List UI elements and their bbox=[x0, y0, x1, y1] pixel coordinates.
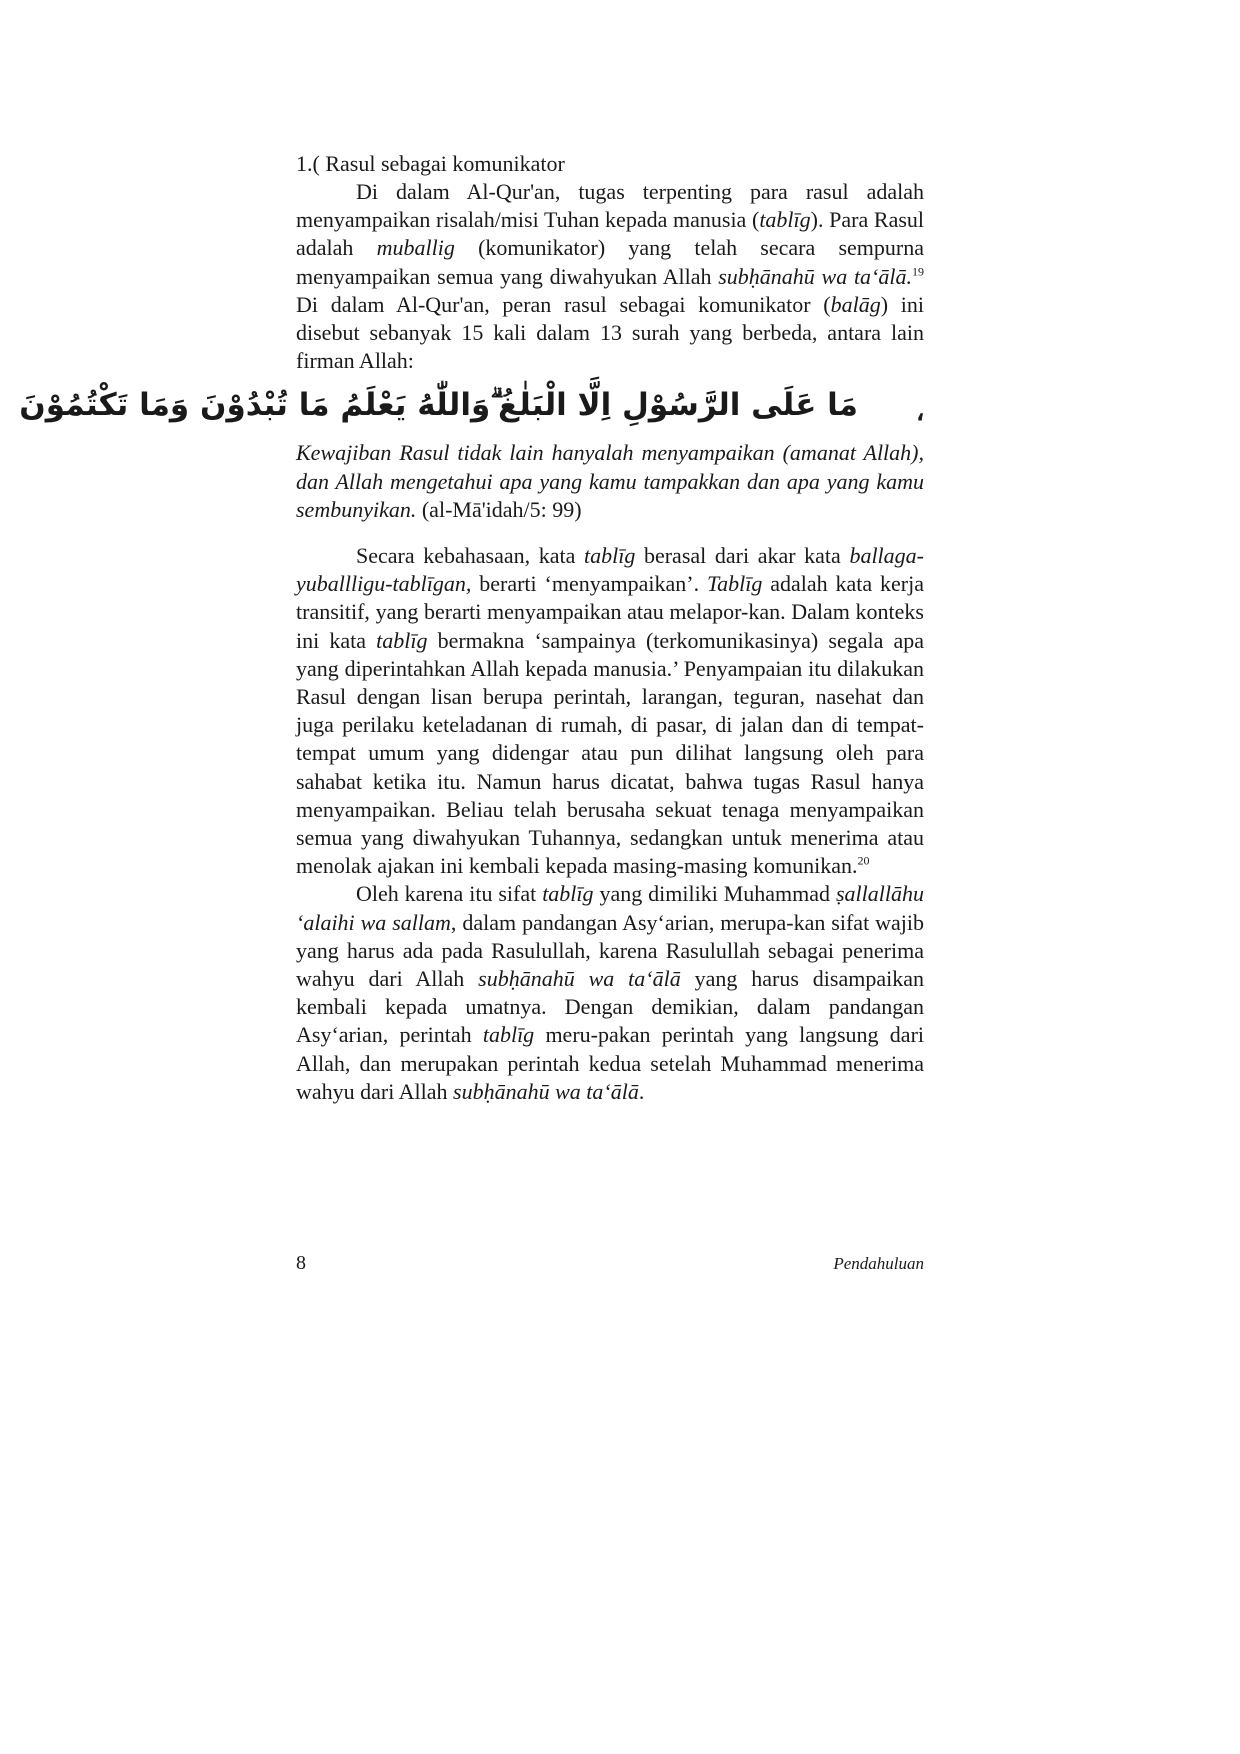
italic-term: tablīg bbox=[376, 627, 428, 653]
text-run: berarti ‘menyampaikan’. bbox=[471, 571, 707, 597]
paragraph-3 bbox=[296, 880, 924, 1106]
section-heading: 1.( Rasul sebagai komunikator bbox=[296, 151, 565, 176]
italic-term: subḥānahū wa ta‘ālā bbox=[478, 966, 681, 992]
text-run: meru-pakan perintah yang langsung dari Allah, dan merupakan perintah kedua setelah Muhammad menerima wahyu dari Allah bbox=[296, 1022, 925, 1104]
text-run: yang harus disampaikan kembali kepada umatnya. Dengan demikian, dalam pandangan Asy‘arian, perintah bbox=[296, 966, 924, 1048]
text-run: Oleh karena itu sifat bbox=[356, 881, 543, 907]
text-run: , dalam pandangan Asy‘arian, merupa-kan sifat wajib yang harus ada pada Rasulullah, karena Rasulullah sebagai penerima wahyu dari Allah bbox=[296, 909, 925, 992]
page-footer bbox=[296, 1252, 924, 1282]
text-run: adalah kata kerja transitif, yang berarti menyampaikan atau melapor-kan. Dalam konteks ini kata bbox=[296, 571, 924, 653]
italic-term: subḥānahū wa ta‘ālā. bbox=[718, 263, 912, 289]
running-head: Pendahuluan bbox=[833, 1254, 924, 1273]
footnote-ref-20[interactable]: 20 bbox=[857, 853, 870, 868]
verse-translation bbox=[296, 439, 924, 524]
text-run: bermakna ‘sampainya (terkomunikasinya) segala apa yang diperintahkan Allah kepada manusia.’ Penyampaian itu dilakukan Rasul dengan lisan berupa perintah, larangan, teguran, nasehat dan juga perilaku keteladanan di rumah, di pasar, di jalan dan di tempat-tempat umum yang didengar atau pun dilihat langsung oleh para sahabat ketika itu. Namun harus dicatat, bahwa tugas Rasul hanya menyampaikan. Beliau telah berusaha sekuat tenaga menyampaikan semua yang diwahyukan Tuhannya, sedangkan untuk menerima atau menolak ajakan ini kembali kepada masing-masing komunikan. bbox=[296, 627, 925, 879]
verse-mark: ، bbox=[916, 397, 925, 427]
text-run: (komunikator) yang telah secara sempurna menyampaikan semua yang diwahyukan Allah bbox=[296, 235, 925, 289]
arabic-verse-text: مَا عَلَى الرَّسُوْلِ اِلَّا الْبَلٰغُ ۗوَاللّٰهُ يَعْلَمُ مَا تُبْدُوْنَ وَمَا تَكْتُمُوْنَ bbox=[19, 387, 858, 424]
italic-term: muballig bbox=[376, 235, 455, 261]
italic-term: balāg bbox=[830, 291, 881, 317]
text-run: berasal dari akar kata bbox=[635, 543, 850, 569]
italic-term: Tablīg bbox=[706, 571, 763, 597]
text-run: Di dalam Al-Qur'an, peran rasul sebagai komunikator ( bbox=[296, 291, 831, 317]
footnote-ref-19[interactable]: 19 bbox=[912, 264, 924, 279]
text-run: Secara kebahasaan, kata bbox=[356, 543, 584, 569]
text-run: yang dimiliki Muhammad bbox=[593, 881, 836, 907]
page-content bbox=[19, 150, 925, 1106]
italic-term: tablīg bbox=[759, 207, 811, 233]
italic-term: tablīg bbox=[542, 881, 594, 907]
paragraph-2 bbox=[296, 542, 924, 880]
text-run: Di dalam Al-Qur'an, tugas terpenting para rasul adalah menyampaikan risalah/misi Tuhan kepada manusia ( bbox=[296, 179, 924, 233]
spacer bbox=[296, 524, 924, 542]
italic-term: ballaga-yuballligu-tablīgan, bbox=[296, 543, 924, 597]
text-run: ) ini disebut sebanyak 15 kali dalam 13 surah yang berbeda, antara lain firman Allah: bbox=[296, 291, 924, 374]
paragraph-1 bbox=[296, 178, 924, 375]
quran-verse bbox=[19, 379, 925, 439]
translation-text: Kewajiban Rasul tidak lain hanyalah menyampaikan (amanat Allah), dan Allah mengetahui apa yang kamu tampakkan dan apa yang kamu sembunyikan. bbox=[296, 440, 924, 522]
italic-term: subḥānahū wa ta‘ālā bbox=[453, 1078, 639, 1104]
text-run: ). Para Rasul adalah bbox=[296, 207, 925, 261]
verse-citation: (al-Mā'idah/5: 99) bbox=[416, 496, 582, 522]
italic-term: tablīg bbox=[584, 543, 636, 569]
text-run: . bbox=[638, 1078, 645, 1104]
italic-term: ṣallallāhu ‘alaihi wa sallam bbox=[296, 881, 924, 935]
italic-term: tablīg bbox=[482, 1022, 535, 1048]
page-number: 8 bbox=[296, 1252, 306, 1274]
